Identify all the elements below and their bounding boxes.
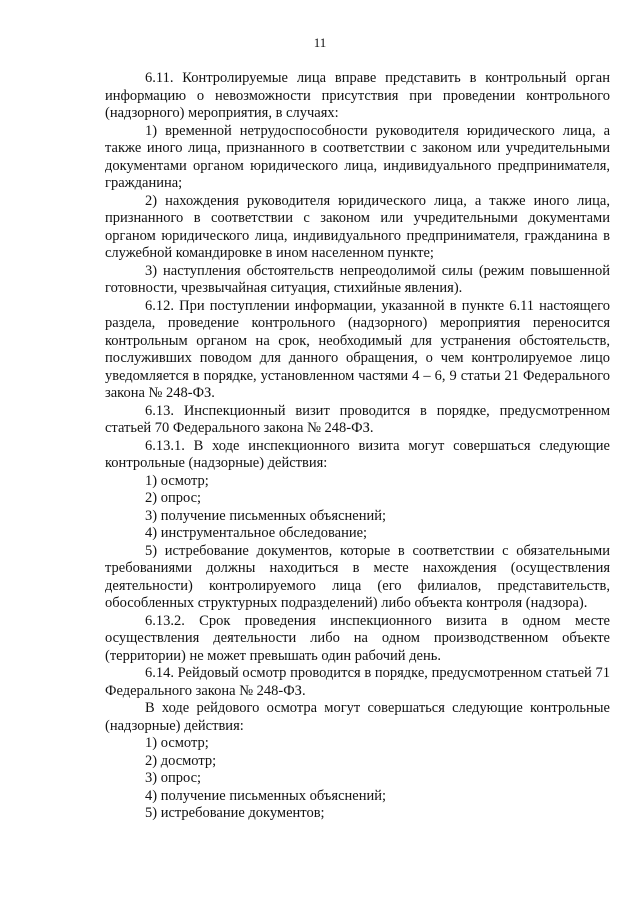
list-item: 3) получение письменных объяснений; [145,507,387,524]
paragraph-6-11: 6.11. Контролируемые лица вправе представить в контрольный орган информацию о невозможности присутствия при проведении контрольного (надзорного) мероприятия, в случаях: [105,70,610,121]
list-item: 5) истребование документов, которые в соответствии с обязательными требованиями должны находиться в месте нахождения (осуществления деятельности) контролируемого лица (его филиалов, представительств, обособленных структурных подразделений) либо объекта контроля (надзора). [105,542,610,611]
paragraph-raid-actions: В ходе рейдового осмотра могут совершаться следующие контрольные (надзорные) действия: [105,700,610,734]
list-item: 5) истребование документов; [145,805,325,821]
list-item: 3) опрос; [145,770,202,786]
list-item: 2) нахождения руководителя юридического лица, а также иного лица, признанного в соответствии с законом или учредительными документами органом юридического лица, индивидуального предпринимателя, гражданина в служебной командировке в ином населенном пункте; [105,192,610,261]
list-item: 1) временной нетрудоспособности руководителя юридического лица, а также иного лица, признанного в соответствии с законом или учредительными документами органом юридического лица, индивидуального предпринимателя, гражданина; [105,122,610,191]
paragraph-6-13: 6.13. Инспекционный визит проводится в порядке, предусмотренном статьей 70 Федерального закона № 248-ФЗ. [105,402,610,436]
page-number: 11 [313,35,327,50]
list-item: 1) осмотр; [145,472,209,489]
list-item: 4) получение письменных объяснений; [145,787,387,804]
list-item: 2) опрос; [145,490,202,506]
list-item: 2) досмотр; [145,752,217,769]
document-body [105,70,610,823]
paragraph-6-14: 6.14. Рейдовый осмотр проводится в порядке, предусмотренном статьей 71 Федерального закона № 248-ФЗ. [105,665,610,699]
list-item: 4) инструментальное обследование; [145,525,368,541]
list-item: 3) наступления обстоятельств непреодолимой силы (режим повышенной готовности, чрезвычайная ситуация, стихийные явления). [105,262,610,296]
paragraph-6-13-1: 6.13.1. В ходе инспекционного визита могут совершаться следующие контрольные (надзорные) действия: [105,437,610,471]
paragraph-6-13-2: 6.13.2. Срок проведения инспекционного визита в одном месте осуществления деятельности либо на одном производственном объекте (территории) не может превышать один рабочий день. [105,612,610,664]
paragraph-6-12: 6.12. При поступлении информации, указанной в пункте 6.11 настоящего раздела, проведение контрольного (надзорного) мероприятия переносится контрольным органом на срок, необходимый для устранения обстоятельств, послуживших поводом для данного обращения, о чем контролируемое лицо уведомляется в порядке, установленном частями 4 – 6, 9 статьи 21 Федерального закона № 248-ФЗ. [105,297,610,401]
list-item: 1) осмотр; [145,735,209,751]
